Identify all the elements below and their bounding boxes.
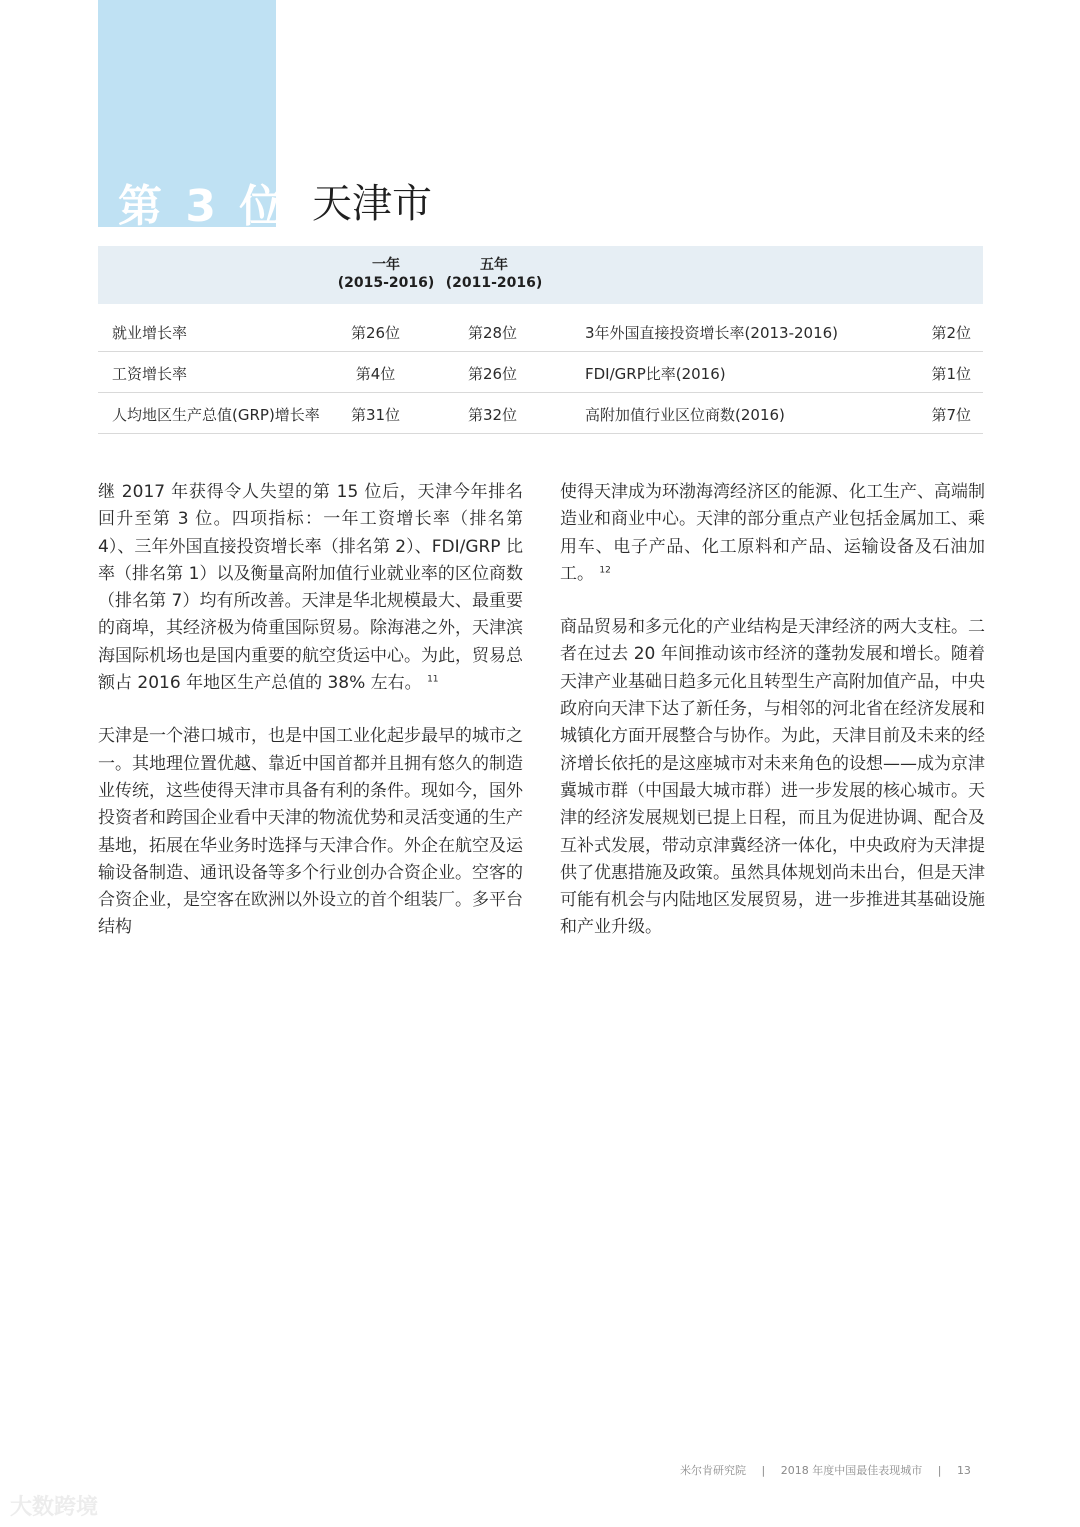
rank-label: 第 3 位 bbox=[118, 181, 288, 232]
row-one-year: 第26位 bbox=[350, 324, 401, 342]
row-five-year: 第28位 bbox=[467, 324, 518, 342]
page-footer bbox=[680, 1462, 985, 1478]
table-row bbox=[98, 351, 983, 393]
paragraph: 商品贸易和多元化的产业结构是天津经济的两大支柱。二者在过去 20 年间推动该市经济的蓬勃发展和增长。随着天津产业基础日趋多元化且转型生产高附加值产品，中央政府向天津下达了新任务，与相邻的河北省在经济发展和城镇化方面开展整合与协作。为此，天津目前及未来的经济增长依托的是这座城市对未来角色的设想——成为京津冀城市群（中国最大城市群）进一步发展的核心城市。天津的经济发展规划已提上日程，而且为促进协调、配合及互补式发展，带动京津冀经济一体化，中央政府为天津提供了优惠措施及政策。虽然具体规划尚未出台，但是天津可能有机会与内陆地区发展贸易，进一步推进其基础设施和产业升级。 bbox=[560, 617, 985, 938]
table-row bbox=[98, 310, 983, 352]
footer-report: 2018 年度中国最佳表现城市 bbox=[780, 1464, 923, 1477]
footnote-ref[interactable]: 12 bbox=[599, 565, 611, 576]
paragraph: 使得天津成为环渤海湾经济区的能源、化工生产、高端制造业和商业中心。天津的部分重点产业包括金属加工、乘用车、电子产品、化工原料和产品、运输设备及石油加工。 $^{12}$ bbox=[560, 482, 985, 584]
row-five-year: 第32位 bbox=[467, 406, 518, 424]
footnote-ref[interactable]: 11 bbox=[427, 674, 439, 685]
row-indicator: 高附加值行业区位商数(2016) bbox=[585, 406, 785, 424]
footer-separator: | bbox=[937, 1464, 942, 1477]
paragraph: 继 2017 年获得令人失望的第 15 位后，天津今年排名回升至第 3 位。四项指标：一年工资增长率（排名第 4）、三年外国直接投资增长率（排名第 2）、FDI/GRP 比率（排名第 1）以及衡量高附加值行业就业率的区位商数（排名第 7）均有所改善。天津是华北规模最大、最重要的商埠，其经济极为倚重国际贸易。除海港之外，天津滨海国际机场也是国内重要的航空货运中心。为此，贸易总额占 2016 年地区生产总值的 38% 左右。 $^{11}$ bbox=[98, 482, 523, 694]
watermark: 大数跨境 bbox=[10, 1495, 99, 1520]
col-five-year: 五年 (2011-2016) bbox=[445, 257, 543, 291]
row-one-year: 第31位 bbox=[350, 406, 401, 424]
row-indicator-rank: 第7位 bbox=[931, 406, 971, 424]
row-indicator: FDI/GRP比率(2016) bbox=[585, 365, 726, 383]
paragraph: 天津是一个港口城市，也是中国工业化起步最早的城市之一。其地理位置优越、靠近中国首都并且拥有悠久的制造业传统，这些使得天津市具备有利的条件。现如今，国外投资者和跨国企业看中天津的物流优势和灵活变通的生产基地，拓展在华业务时选择与天津合作。外企在航空及运输设备制造、通讯设备等多个行业创办合资企业。空客的合资企业，是空客在欧洲以外设立的首个组装厂。多平台结构 bbox=[98, 726, 523, 938]
right-column bbox=[560, 479, 985, 968]
col-one-year: 一年 (2015-2016) bbox=[337, 257, 435, 291]
row-label: 工资增长率 bbox=[112, 365, 188, 383]
city-title: 天津市 bbox=[312, 181, 432, 227]
row-five-year: 第26位 bbox=[467, 365, 518, 383]
row-indicator: 3年外国直接投资增长率(2013-2016) bbox=[585, 324, 839, 342]
row-indicator-rank: 第2位 bbox=[931, 324, 971, 342]
row-label: 就业增长率 bbox=[112, 324, 188, 342]
footer-org: 米尔肯研究院 bbox=[680, 1464, 746, 1477]
page-number: 13 bbox=[956, 1464, 971, 1477]
left-column bbox=[98, 479, 523, 968]
footer-separator: | bbox=[761, 1464, 766, 1477]
row-label: 人均地区生产总值(GRP)增长率 bbox=[112, 406, 320, 424]
table-row bbox=[98, 392, 983, 434]
row-indicator-rank: 第1位 bbox=[931, 365, 971, 383]
table-header bbox=[98, 246, 983, 304]
row-one-year: 第4位 bbox=[355, 365, 396, 383]
